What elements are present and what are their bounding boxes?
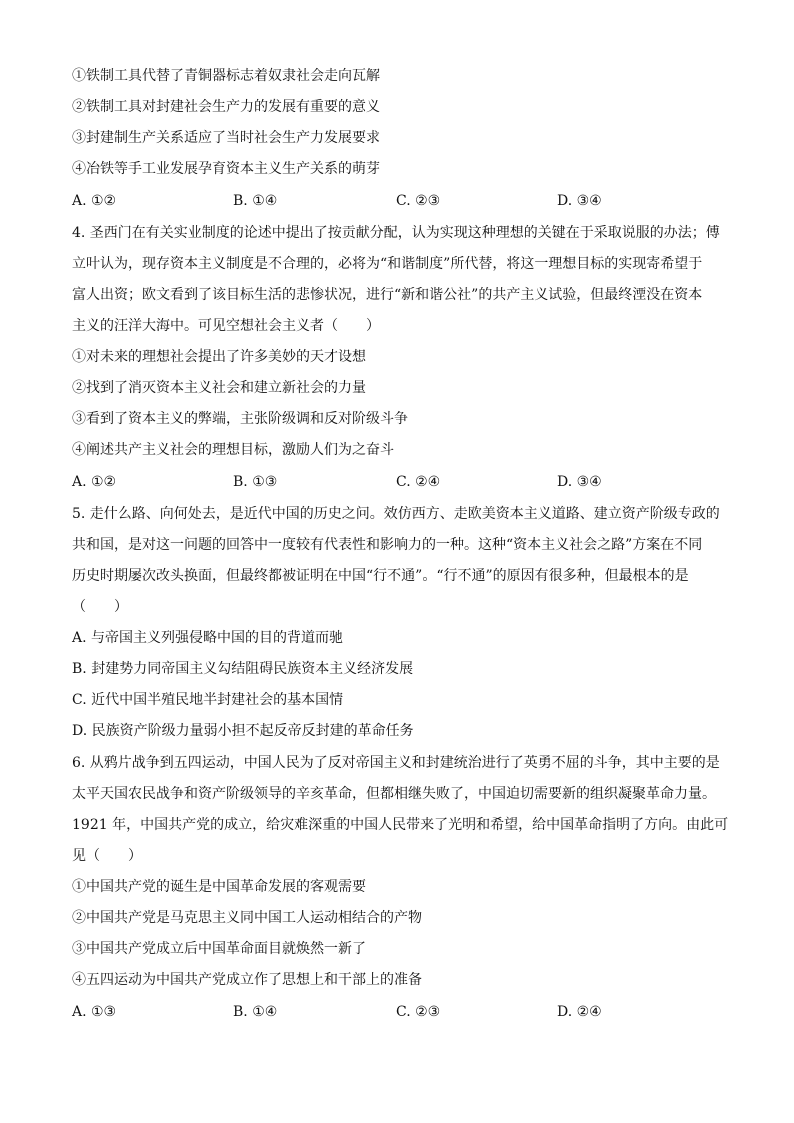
q4-stem-line-3: 富人出资；欧文看到了该目标生活的悲惨状况，进行“新和谐公社”的共产主义试验，但最终湮没在资本	[72, 287, 703, 303]
q6-stem-line-4: 见（ ）	[72, 848, 142, 864]
q6-option-a: A. ①③	[72, 1004, 117, 1020]
q4-stem-line-2: 立叶认为，现存资本主义制度是不合理的，必将为“和谐制度”所代替，将这一理想目标的实现寄希望于	[72, 256, 703, 272]
q3-options	[72, 191, 724, 211]
q6-option-d: D. ②④	[557, 1004, 602, 1020]
q5-choice-c: C. 近代中国半殖民地半封建社会的基本国情	[72, 692, 344, 708]
q4-option-b: B. ①③	[233, 474, 278, 490]
q3-option-c: C. ②③	[396, 193, 441, 209]
q5-stem-line-1: 5. 走什么路、向何处去，是近代中国的历史之问。效仿西方、走欧美资本主义道路、建立资产阶级专政的	[72, 506, 720, 522]
q6-stem-line-3: 1921 年，中国共产党的成立，给灾难深重的中国人民带来了光明和希望，给中国革命指明了方向。由此可	[72, 817, 729, 833]
q3-item-3: ③封建制生产关系适应了当时社会生产力发展要求	[72, 130, 380, 146]
q5-stem-line-3: 历史时期屡次改头换面，但最终都被证明在中国“行不通”。“行不通”的原因有很多种，但最根本的是	[72, 568, 689, 584]
q3-option-d: D. ③④	[557, 193, 602, 209]
q5-choice-d: D. 民族资产阶级力量弱小担不起反帝反封建的革命任务	[72, 723, 414, 739]
q6-item-1: ①中国共产党的诞生是中国革命发展的客观需要	[72, 879, 366, 895]
q6-stem-line-2: 太平天国农民战争和资产阶级领导的辛亥革命，但都相继失败了，中国迫切需要新的组织凝聚革命力量。	[72, 786, 716, 802]
q3-option-a: A. ①②	[72, 193, 117, 209]
q3-option-b: B. ①④	[233, 193, 278, 209]
q6-item-2: ②中国共产党是马克思主义同中国工人运动相结合的产物	[72, 910, 422, 926]
q5-choice-a: A. 与帝国主义列强侵略中国的目的背道而驰	[72, 630, 344, 646]
q6-option-c: C. ②③	[396, 1004, 441, 1020]
q4-stem-line-4: 主义的汪洋大海中。可见空想社会主义者（ ）	[72, 318, 380, 334]
q5-stem-line-2: 共和国，是对这一问题的回答中一度较有代表性和影响力的一种。这种“资本主义社会之路”方案在不同	[72, 537, 703, 553]
q3-item-4: ④冶铁等手工业发展孕育资本主义生产关系的萌芽	[72, 161, 380, 177]
q3-item-2: ②铁制工具对封建社会生产力的发展有重要的意义	[72, 99, 380, 115]
q4-item-3: ③看到了资本主义的弊端，主张阶级调和反对阶级斗争	[72, 411, 408, 427]
q4-options	[72, 472, 724, 492]
q6-options	[72, 1002, 724, 1022]
q3-item-1: ①铁制工具代替了青铜器标志着奴隶社会走向瓦解	[72, 68, 380, 84]
q6-stem-line-1: 6. 从鸦片战争到五四运动，中国人民为了反对帝国主义和封建统治进行了英勇不屈的斗争，其中主要的是	[72, 755, 720, 771]
q6-option-b: B. ①④	[233, 1004, 278, 1020]
q4-option-a: A. ①②	[72, 474, 117, 490]
q4-option-c: C. ②④	[396, 474, 441, 490]
q4-option-d: D. ③④	[557, 474, 602, 490]
q4-item-4: ④阐述共产主义社会的理想目标，激励人们为之奋斗	[72, 442, 394, 458]
q6-item-3: ③中国共产党成立后中国革命面目就焕然一新了	[72, 941, 366, 957]
q4-stem-line-1: 4. 圣西门在有关实业制度的论述中提出了按贡献分配，认为实现这种理想的关键在于采取说服的办法；傅	[72, 225, 720, 241]
q5-stem-line-4: （ ）	[72, 599, 128, 615]
q6-item-4: ④五四运动为中国共产党成立作了思想上和干部上的准备	[72, 972, 422, 988]
q5-choice-b: B. 封建势力同帝国主义勾结阻碍民族资本主义经济发展	[72, 661, 414, 677]
q4-item-1: ①对未来的理想社会提出了许多美妙的天才设想	[72, 349, 366, 365]
q4-item-2: ②找到了消灭资本主义社会和建立新社会的力量	[72, 380, 366, 396]
